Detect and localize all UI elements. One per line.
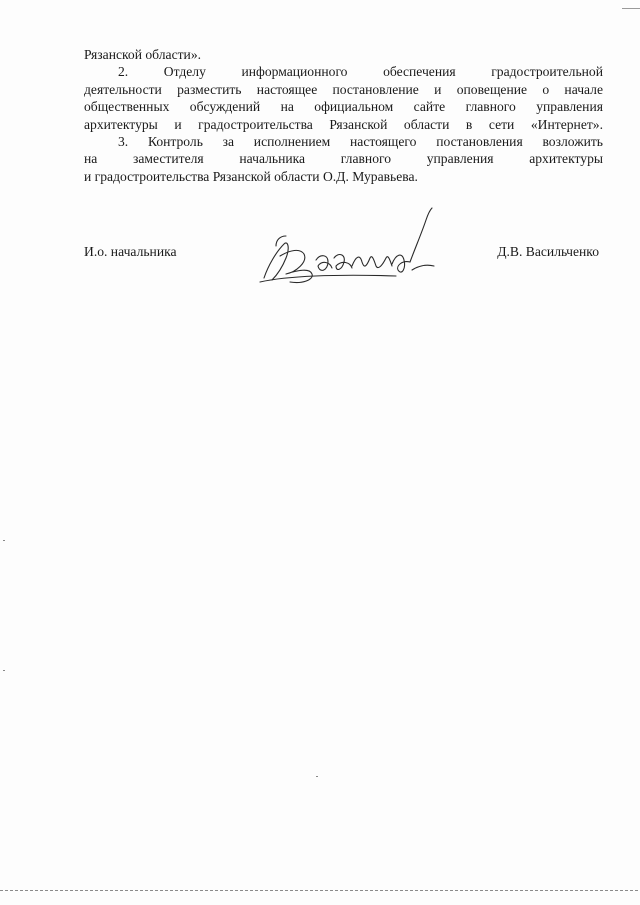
text-line-3: деятельности разместить настоящее постановление и оповещение о начале	[84, 81, 603, 97]
text-line-8: и градостроительства Рязанской области О.Д. Муравьева.	[84, 168, 418, 184]
document-body	[84, 46, 603, 185]
text-line-1: Рязанской области».	[84, 47, 202, 62]
text-line-5: архитектуры и градостроительства Рязанской области в сети «Интернет».	[84, 116, 603, 132]
signatory-name: Д.В. Васильченко	[497, 244, 599, 259]
text-line-2: 2. Отделу информационного обеспечения градостроительной	[118, 64, 603, 80]
scan-edge-mark	[622, 8, 640, 9]
signatory-position: И.о. начальника	[84, 244, 177, 259]
handwritten-signature-icon	[246, 196, 446, 296]
text-line-4: общественных обсуждений на официальном сайте главного управления	[84, 99, 603, 115]
scan-edge-bottom	[0, 890, 640, 891]
scan-speck	[3, 670, 5, 671]
scan-speck	[3, 540, 5, 541]
scan-speck	[316, 776, 318, 777]
text-line-6: 3. Контроль за исполнением настоящего постановления возложить	[118, 134, 603, 150]
text-line-7: на заместителя начальника главного управления архитектуры	[84, 151, 603, 167]
